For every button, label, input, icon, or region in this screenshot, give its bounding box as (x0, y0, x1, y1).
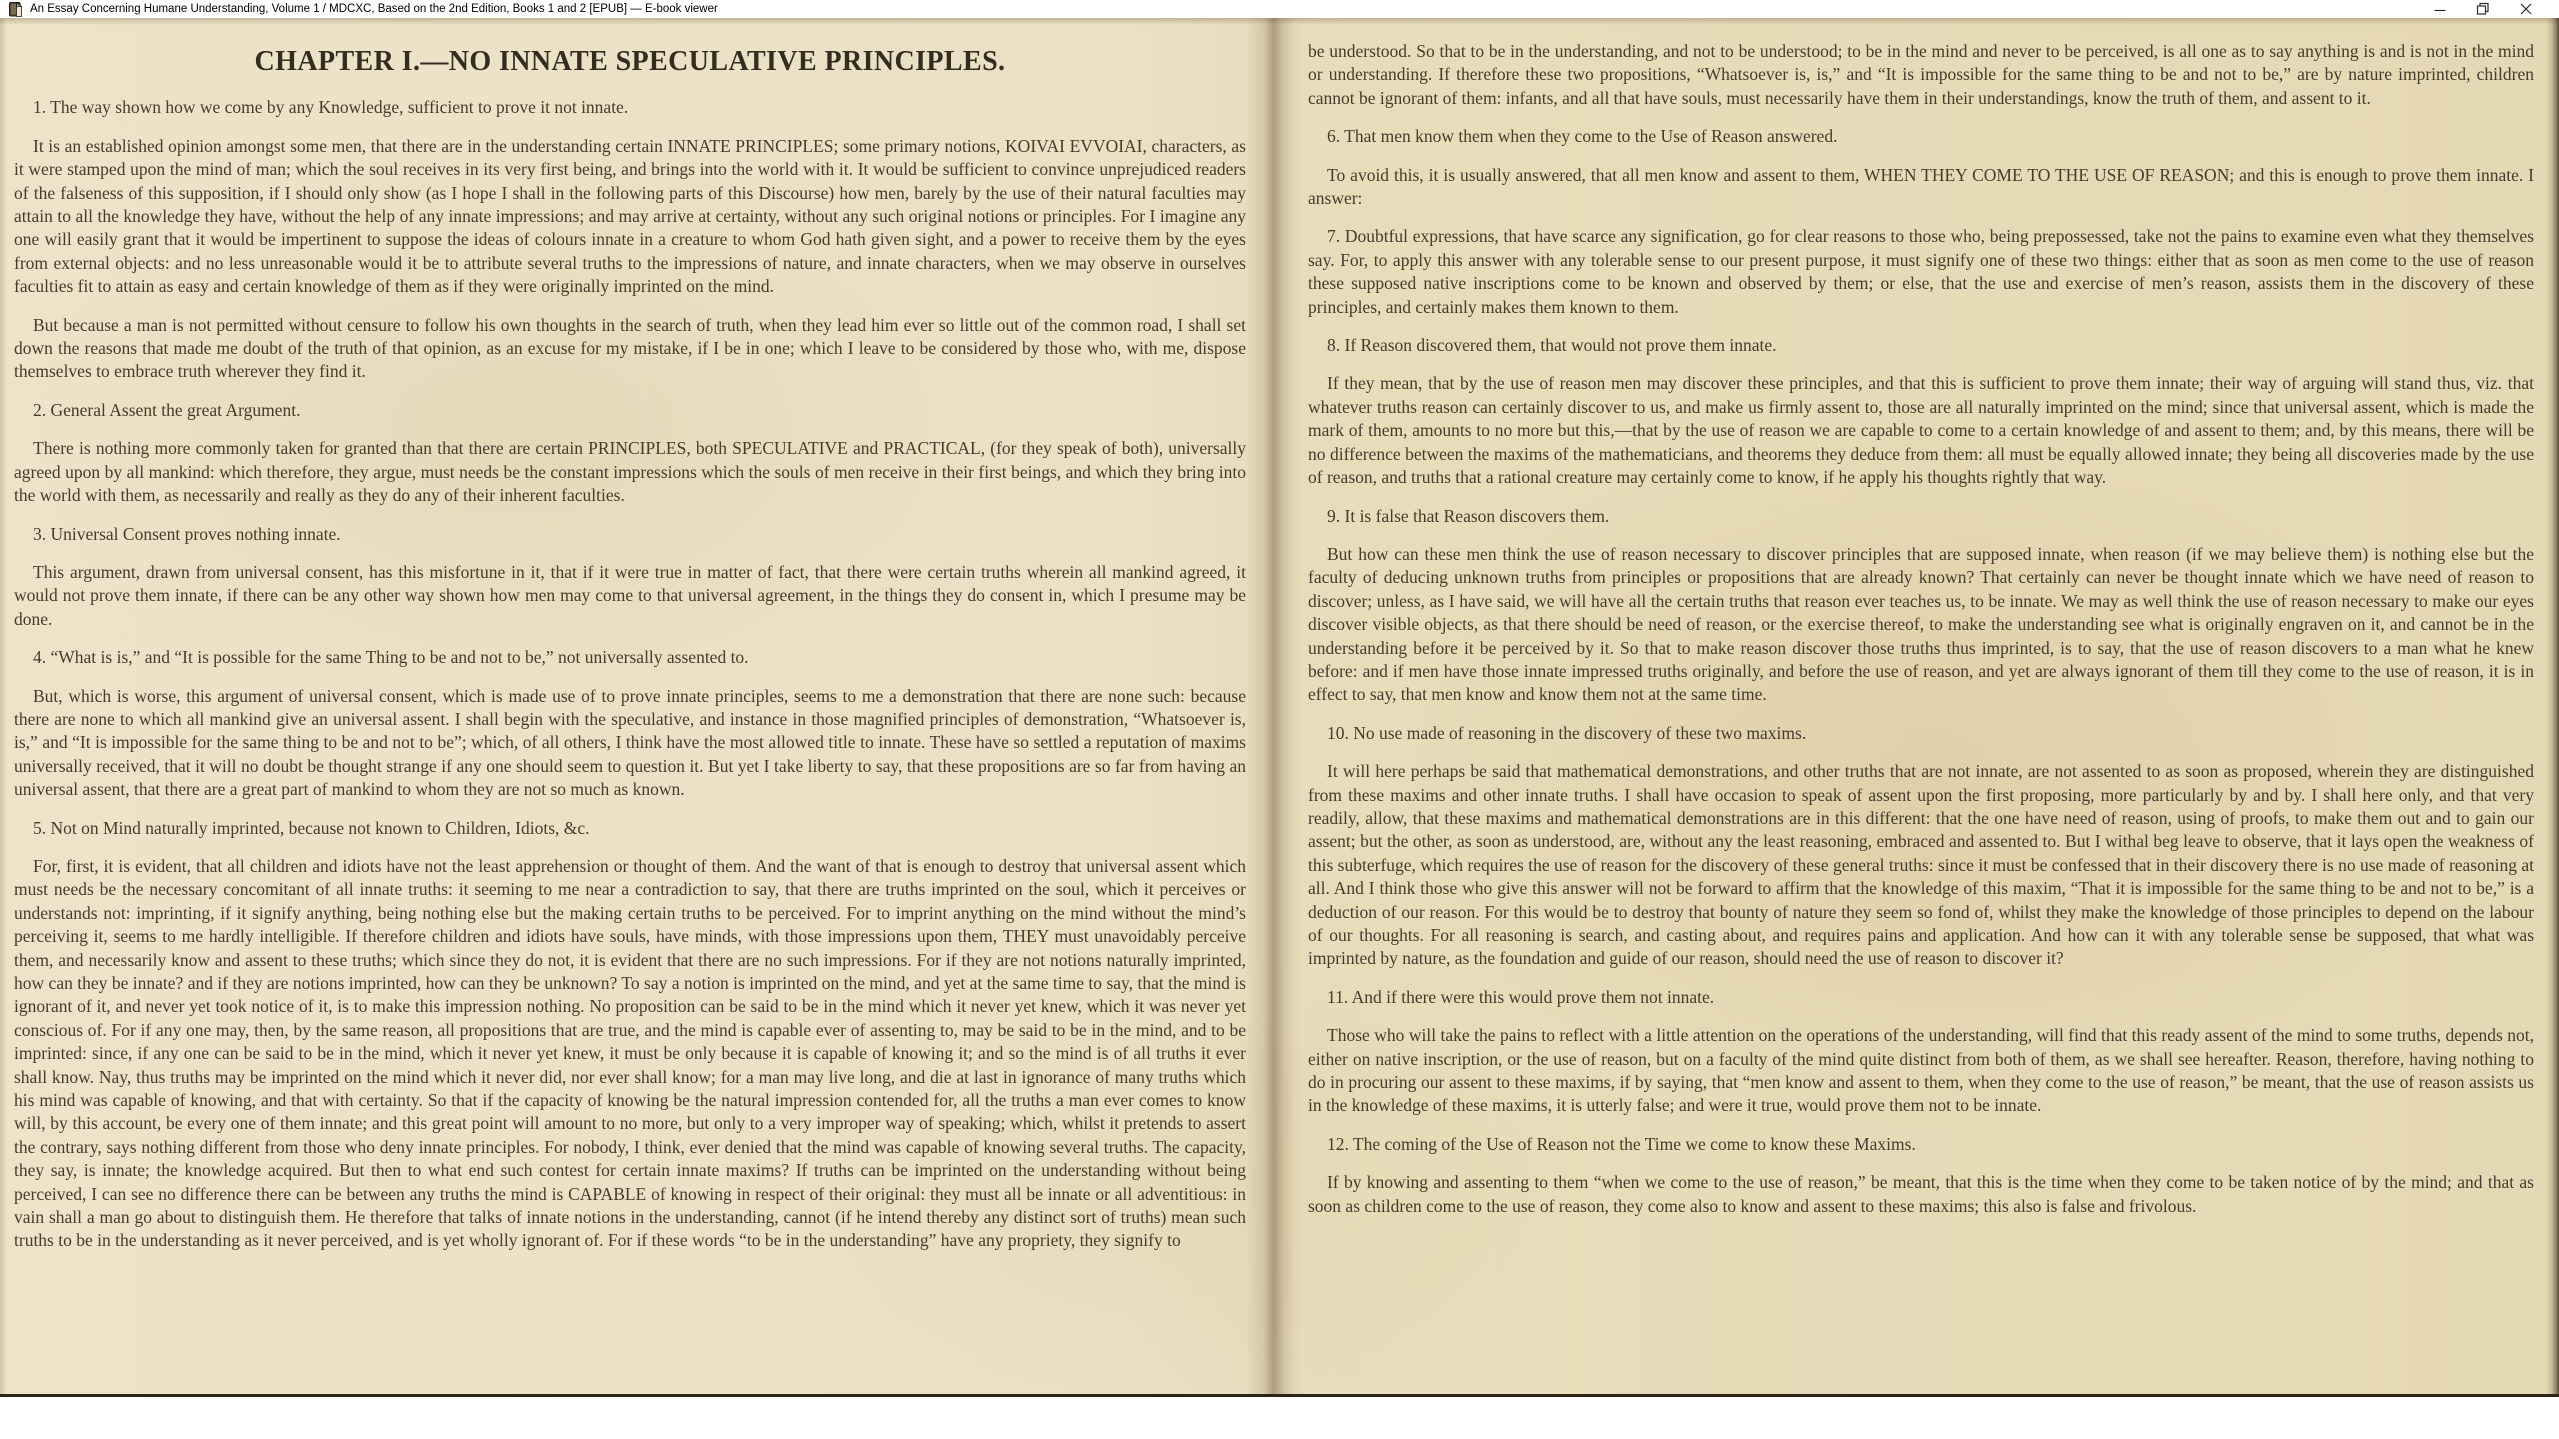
window-title: An Essay Concerning Humane Understanding, Volume 1 / MDCXC, Based on the 2nd Edition, Books 1 and 2 [EPUB] — E-book viewer (30, 3, 718, 15)
section-heading: 1. The way shown how we come by any Knowledge, sufficient to prove it not innate. (33, 97, 629, 118)
minimize-button[interactable] (2432, 1, 2448, 17)
titlebar[interactable] (0, 0, 2559, 18)
maximize-restore-button[interactable] (2475, 1, 2491, 17)
section-heading: 9. It is false that Reason discovers them. (1327, 505, 1610, 526)
paragraph: It will here perhaps be said that mathematical demonstrations, and other truths that are not innate, are not assented to as soon as proposed, wherein they are distinguished from these maxims and other innate truths. I shall have occasion to speak of assent upon the first proposing, more particularly by and by. I shall here only, and that very readily, allow, that these maxims and mathematical demonstrations are in this different: that the one have need of reason, using of proofs, to make them out and to gain our assent; but the other, as soon as understood, are, without any the least reasoning, embraced and assented to. But I withal beg leave to observe, that it lays open the weakness of this subterfuge, which requires the use of reason for the discovery of these general truths: since it must be confessed that in their discovery there is no use made of reasoning at all. And I think those who give this answer will not be forward to affirm that the knowledge of this maxim, “That it is impossible for the same thing to be and not to be,” is a deduction of our reason. For this would be to destroy that bounty of nature they seem so fond of, whilst they make the knowledge of those principles to depend on the labour of our thoughts. For all reasoning is search, and casting about, and requires pains and application. And how can it with any tolerable sense be supposed, that what was imprinted by nature, as the foundation and guide of our reason, should need the use of reason to discover it? (1308, 761, 2534, 969)
close-icon (2519, 2, 2533, 16)
left-page-text (0, 18, 1262, 1394)
section-heading: 11. And if there were this would prove them not innate. (1327, 986, 1715, 1007)
section-heading: 2. General Assent the great Argument. (33, 399, 301, 420)
close-button[interactable] (2518, 1, 2534, 17)
left-page[interactable] (0, 18, 1262, 1394)
paragraph: For, first, it is evident, that all children and idiots have not the least apprehension or thought of them. And the want of that is enough to destroy that universal assent which must needs be the necessary concomitant of all innate truths: it seeming to me near a contradiction to say, that there are truths imprinted on the soul, which it perceives or understands not: imprinting, if it signify anything, being nothing else but the making certain truths to be perceived. For to imprint anything on the mind without the mind’s perceiving it, seems to me hardly intelligible. If therefore children and idiots have souls, have minds, with those impressions upon them, THEY must unavoidably perceive them, and necessarily know and assent to these truths; which since they do not, it is evident that there are no such impressions. For if they are not notions naturally imprinted, how can they be innate? and if they are notions imprinted, how can they be unknown? To say a notion is imprinted on the mind, and yet at the same time to say, that the mind is ignorant of it, and never yet took notice of it, is to make this impression nothing. No proposition can be said to be in the mind which it never yet knew, which it was never yet conscious of. For if any one may, then, by the same reason, all propositions that are true, and the mind is capable ever of assenting to, may be said to be in the mind, and to be imprinted: since, if any one can be said to be in the mind, which it never yet knew, it must be only because it is capable of knowing it; and so the mind is of all truths it ever shall know. Nay, thus truths may be imprinted on the mind which it never did, nor ever shall know; for a man may live long, and die at last in ignorance of many truths which his mind was capable of knowing, and that with certainty. So that if the capacity of knowing be the natural impression contended for, all the truths a man ever comes to know will, by this account, be every one of them innate; and this great point will amount to no more, but only to a very improper way of speaking; which, whilst it pretends to assert the contrary, says nothing different from those who deny innate principles. For nobody, I think, ever denied that the mind was capable of knowing several truths. The capacity, they say, is innate; the knowledge acquired. But then to what end such contest for certain innate maxims? If truths can be imprinted on the understanding without being perceived, I can see no difference there can be between any truths the mind is CAPABLE of knowing in respect of their original: they must all be innate or all adventitious: in vain shall a man go about to distinguish them. He therefore that talks of innate notions in the understanding, cannot (if he intend thereby any distinct sort of truths) mean such truths to be in the understanding as it never perceived, and is yet wholly ignorant of. For if these words “to be in the understanding” have any propriety, they signify to (14, 855, 1246, 1251)
paragraph: But because a man is not permitted without censure to follow his own thoughts in the search of truth, when they lead him ever so little out of the common road, I shall set down the reasons that made me doubt of the truth of that opinion, as an excuse for my mistake, if I be in one; which I leave to be considered by those who, with me, dispose themselves to embrace truth wherever they find it. (14, 314, 1246, 382)
paragraph: If they mean, that by the use of reason men may discover these principles, and that this is sufficient to prove them innate; their way of arguing will stand thus, viz. that whatever truths reason can certainly discover to us, and make us firmly assent to, those are all naturally imprinted on the mind; since that universal assent, which is made the mark of them, amounts to no more but this,—that by the use of reason we are capable to come to a certain knowledge of and assent to them; and, by this means, there will be no difference between the maxims of the mathematicians, and theorems they deduce from them: all must be equally allowed innate; they being all discoveries made by the use of reason, and truths that a rational creature may certainly come to know, if he apply his thoughts rightly that way. (1308, 373, 2534, 488)
paragraph: If by knowing and assenting to them “when we come to the use of reason,” be meant, that this is the time when they come to be taken notice of by the mind; and that as soon as children come to the use of reason, they come also to know and assent to these maxims; this also is false and frivolous. (1308, 1172, 2534, 1216)
minimize-icon (2433, 2, 2447, 16)
paragraph: There is nothing more commonly taken for granted than that there are certain PRINCIPLES, both SPECULATIVE and PRACTICAL, (for they speak of both), universally agreed upon by all mankind: which therefore, they argue, must needs be the constant impressions which the souls of men receive in their first beings, and which they bring into the world with them, as necessarily and really as they do any of their inherent faculties. (14, 438, 1246, 506)
section-heading: 6. That men know them when they come to the Use of Reason answered. (1327, 126, 1838, 147)
section-heading: 4. “What is is,” and “It is possible for the same Thing to be and not to be,” not universally assented to. (33, 647, 749, 668)
paragraph: be understood. So that to be in the understanding, and not to be understood; to be in the mind and never to be perceived, is all one as to say anything is and is not in the mind or understanding. If therefore these two propositions, “Whatsoever is, is,” and “It is impossible for the same thing to be and not to be,” are by nature imprinted, children cannot be ignorant of them: infants, and all that have souls, must necessarily have them in their understandings, know the truth of them, and assent to it. (1308, 41, 2534, 108)
paragraph: Those who will take the pains to reflect with a little attention on the operations of the understanding, will find that this ready assent of the mind to some truths, depends not, either on native inscription, or the use of reason, but on a faculty of the mind quite distinct from both of them, as we shall see hereafter. Reason, therefore, having nothing to do in procuring our assent to these maxims, if by saying, that “men know and assent to them, when they come to the use of reason,” be meant, that the use of reason assists us in the knowledge of these maxims, it is utterly false; and were it true, would prove them not to be innate. (1308, 1025, 2534, 1116)
book-viewer (0, 18, 2559, 1397)
section-heading: 3. Universal Consent proves nothing innate. (33, 523, 341, 544)
paragraph: This argument, drawn from universal consent, has this misfortune in it, that if it were true in matter of fact, that there were certain truths wherein all mankind agreed, it would not prove them innate, if there can be any other way shown how men may come to that universal agreement, in the things they do consent in, which I presume may be done. (14, 561, 1246, 629)
section-heading: 5. Not on Mind naturally imprinted, because not known to Children, Idiots, &c. (33, 817, 590, 838)
chapter-title: CHAPTER I.—NO INNATE SPECULATIVE PRINCIPLES. (254, 46, 1006, 77)
window-bottom-area (0, 1397, 2559, 1439)
window-controls (2432, 1, 2559, 17)
paragraph: To avoid this, it is usually answered, that all men know and assent to them, WHEN THEY COME TO THE USE OF REASON; and this is enough to prove them innate. I answer: (1308, 164, 2534, 209)
restore-icon (2476, 2, 2490, 16)
book-icon[interactable] (9, 2, 22, 17)
section-heading: 12. The coming of the Use of Reason not the Time we come to know these Maxims. (1327, 1133, 1916, 1154)
paragraph: It is an established opinion amongst some men, that there are in the understanding certain INNATE PRINCIPLES; some primary notions, KOIVAI EVVOIAI, characters, as it were stamped upon the mind of man; which the soul receives in its very first being, and brings into the world with it. It would be sufficient to convince unprejudiced readers of the falseness of this supposition, if I should only show (as I hope I shall in the following parts of this Discourse) how men, barely by the use of their natural faculties may attain to all the knowledge they have, without the help of any innate impressions; and may arrive at certainty, without any such original notions or principles. For I imagine any one will easily grant that it would be impertinent to suppose the ideas of colours innate in a creature to whom God hath given sight, and a power to receive them by the eyes from external objects: and no less unreasonable would it be to attribute several truths to the impressions of nature, and innate characters, when we may observe in ourselves faculties fit to attain as easy and certain knowledge of them as if they were originally imprinted on the mind. (14, 135, 1246, 297)
paragraph: But how can these men think the use of reason necessary to discover principles that are supposed innate, when reason (if we may believe them) is nothing else but the faculty of deducing unknown truths from principles or propositions that are already known? That certainly can never be thought innate which we have need of reason to discover; unless, as I have said, we will have all the certain truths that reason ever teaches us, to be innate. We may as well think the use of reason necessary to make our eyes discover visible objects, as that there should be need of reason, or the exercise thereof, to make the understanding see what is originally engraven on it, and cannot be in the understanding before it be perceived by it. So that to make reason discover those truths thus imprinted, is to say, that the use of reason discovers to a man what he knew before: and if men have those innate impressed truths originally, and before the use of reason, and yet are always ignorant of them till they come to the use of reason, it is in effect to say, that men know and know them not at the same time. (1308, 543, 2534, 705)
paragraph: 7. Doubtful expressions, that have scarce any signification, go for clear reasons to those who, being prepossessed, take not the pains to examine even what they themselves say. For, to apply this answer with any tolerable sense to our present purpose, it must signify one of these two things: either that as soon as men come to the use of reason these supposed native inscriptions come to be known and observed by them; or else, that the use and exercise of men’s reason, assists them in the discovery of these principles, and certainly makes them known to them. (1308, 226, 2534, 317)
section-heading: 10. No use made of reasoning in the discovery of these two maxims. (1327, 722, 1807, 743)
right-page[interactable] (1292, 18, 2548, 1394)
section-heading: 8. If Reason discovered them, that would not prove them innate. (1327, 335, 1777, 356)
paragraph: But, which is worse, this argument of universal consent, which is made use of to prove innate principles, seems to me a demonstration that there are none such: because there are none to which all mankind give an universal assent. I shall begin with the speculative, and instance in those magnified principles of demonstration, “Whatsoever is, is,” and “It is impossible for the same thing to be and not to be”; which, of all others, I think have the most allowed title to innate. These have so settled a reputation of maxims universally received, that it will no doubt be thought strange if any one should seem to question it. But yet I take liberty to say, that these propositions are so far from having an universal assent, that there are a great part of mankind to whom they are not so much as known. (14, 685, 1246, 800)
right-page-text (1292, 18, 2548, 1394)
